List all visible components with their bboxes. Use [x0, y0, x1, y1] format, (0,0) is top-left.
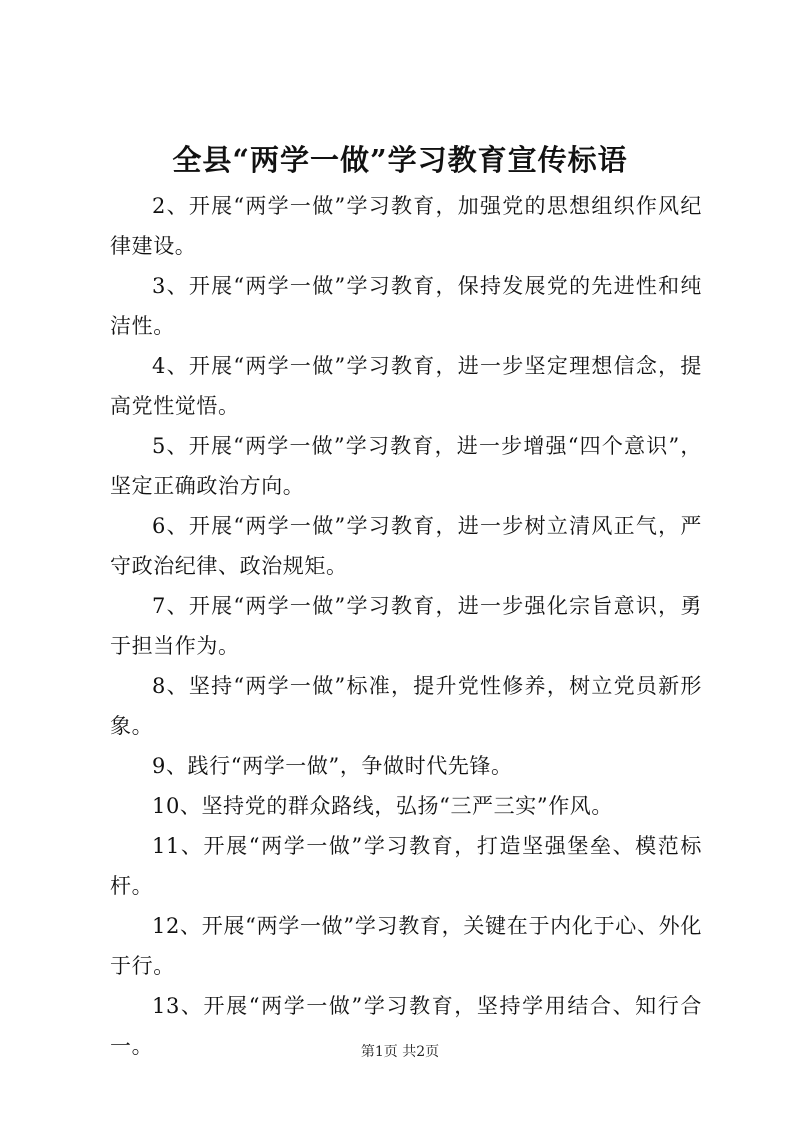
- slogan-paragraph: 10、坚持党的群众路线，弘扬“三严三实”作风。: [152, 794, 613, 818]
- page-number-footer: 第1页 共2页: [360, 1044, 440, 1060]
- slogan-paragraph: 6、开展“两学一做”学习教育，进一步树立清风正气，严守政治纪律、政治规矩。: [110, 514, 702, 578]
- slogan-paragraph: 3、开展“两学一做”学习教育，保持发展党的先进性和纯洁性。: [110, 274, 702, 338]
- slogan-paragraph: 12、开展“两学一做”学习教育，关键在于内化于心、外化于行。: [110, 914, 702, 978]
- slogan-paragraph: 5、开展“两学一做”学习教育，进一步增强“四个意识”，坚定正确政治方向。: [110, 434, 702, 498]
- document-body: [110, 186, 702, 1066]
- slogan-paragraph: 11、开展“两学一做”学习教育，打造坚强堡垒、模范标杆。: [110, 834, 702, 898]
- slogan-paragraph: 8、坚持“两学一做”标准，提升党性修养，树立党员新形象。: [110, 674, 702, 738]
- slogan-paragraph: 13、开展“两学一做”学习教育，坚持学用结合、知行合一。: [110, 994, 702, 1058]
- slogan-paragraph: 4、开展“两学一做”学习教育，进一步坚定理想信念，提高党性觉悟。: [110, 354, 702, 418]
- slogan-paragraph: 7、开展“两学一做”学习教育，进一步强化宗旨意识，勇于担当作为。: [110, 594, 702, 658]
- document-title: 全县“两学一做”学习教育宣传标语: [172, 143, 628, 177]
- slogan-paragraph: 2、开展“两学一做”学习教育，加强党的思想组织作风纪律建设。: [110, 194, 702, 258]
- slogan-paragraph: 9、践行“两学一做”，争做时代先锋。: [152, 754, 513, 778]
